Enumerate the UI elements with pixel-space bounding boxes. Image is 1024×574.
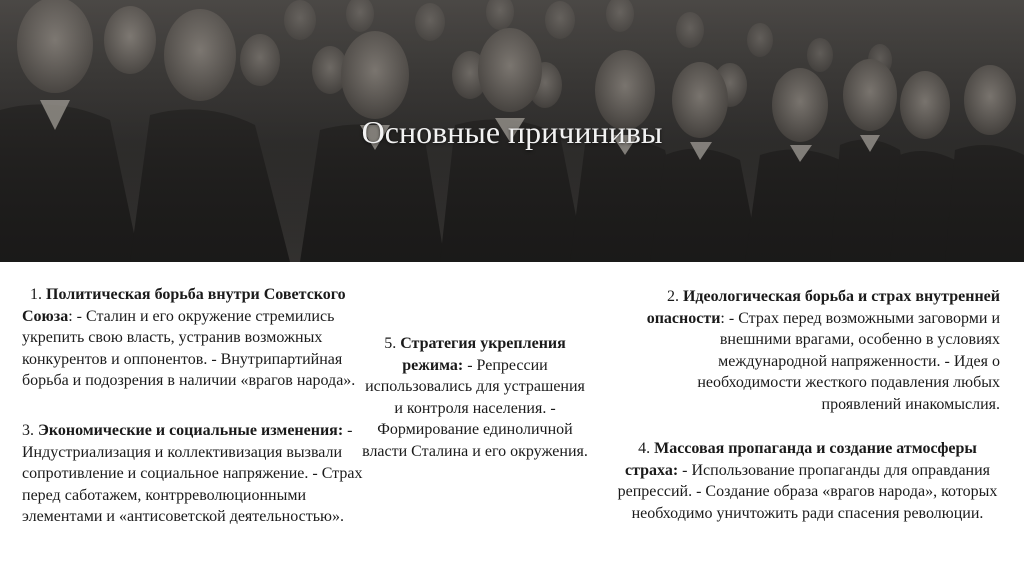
reason-4-heading: Массовая пропаганда и создание атмосферы страха: — [624, 440, 977, 479]
reason-4-text: - Использование пропаганды для оправдания репрессий. - Создание образа «врагов народа», которых необходимо уничтожить ради спасения революции. — [617, 461, 998, 522]
reason-5-heading: Стратегия укрепления режима: — [400, 335, 566, 374]
reason-2-text: : - Страх перед возможными заговорми и внешними врагами, особенно в условиях международной напряженности. - Идея о необходимости жесткого подавления любых проявлений инакомыслия. — [697, 309, 1000, 413]
reason-2 — [630, 286, 1000, 415]
reason-5-text: - Репрессии использовались для устрашения и контроля населения. - Формирование единоличной власти Сталина и его окружения. — [362, 356, 588, 460]
page-title: Основные причинивы — [361, 114, 663, 150]
reason-2-number: 2. — [666, 288, 679, 305]
reason-4-number: 4. — [638, 440, 651, 457]
reason-5 — [362, 333, 588, 462]
reason-3 — [22, 420, 377, 528]
reason-1-heading: Политическая борьба внутри Советского Союза — [22, 286, 346, 325]
reason-3-heading: Экономические и социальные изменения: — [38, 422, 344, 439]
reason-3-text: - Индустриализация и коллективизация вызвали сопротивление и социальное напряжение. - Страх перед саботажем, контрреволюционными элементами и «антисоветской деятельностью». — [22, 422, 363, 525]
reason-2-heading: Идеологическая борьба и страх внутренней опасности — [646, 288, 1000, 327]
reason-3-number: 3. — [22, 422, 34, 439]
reason-1-text: : - Сталин и его окружение стремились укрепить свою власть, устранив возможных конкурентов и оппонентов. - Внутрипартийная борьба и подозрения в наличии «врагов народа». — [22, 307, 356, 389]
reason-1 — [22, 284, 372, 392]
reason-5-number: 5. — [384, 335, 397, 352]
header-photo-banner — [0, 0, 1024, 262]
reason-1-number: 1. — [30, 286, 42, 303]
reason-4 — [615, 438, 1000, 524]
